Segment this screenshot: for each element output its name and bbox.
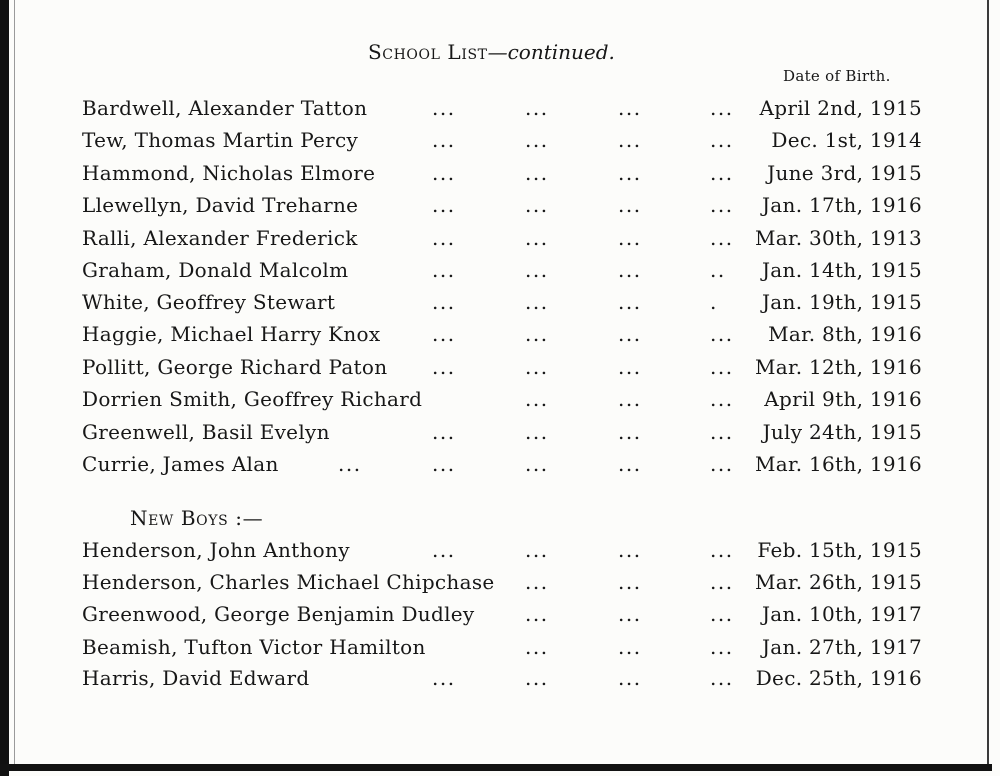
student-row bbox=[0, 160, 1000, 186]
dot-leader: ... bbox=[525, 387, 549, 411]
dot-leader: ... bbox=[710, 161, 734, 185]
date-of-birth: Mar. 8th, 1916 bbox=[768, 322, 922, 346]
student-row bbox=[0, 95, 1000, 121]
date-of-birth: Mar. 12th, 1916 bbox=[755, 355, 922, 379]
student-name: Harris, David Edward bbox=[82, 666, 310, 690]
student-row bbox=[0, 601, 1000, 627]
date-of-birth: Dec. 25th, 1916 bbox=[755, 666, 922, 690]
dot-leader: ... bbox=[618, 290, 642, 314]
dot-leader: ... bbox=[525, 258, 549, 282]
date-of-birth: Feb. 15th, 1915 bbox=[757, 538, 922, 562]
dot-leader: . bbox=[710, 290, 718, 314]
page-title bbox=[368, 39, 615, 65]
dot-leader: ... bbox=[525, 635, 549, 659]
student-row bbox=[0, 321, 1000, 347]
student-row bbox=[0, 127, 1000, 153]
student-name: Henderson, John Anthony bbox=[82, 538, 350, 562]
dot-leader: ... bbox=[525, 355, 549, 379]
student-row bbox=[0, 537, 1000, 563]
dot-leader: ... bbox=[710, 452, 734, 476]
dot-leader: ... bbox=[432, 452, 456, 476]
dot-leader: ... bbox=[710, 387, 734, 411]
dot-leader: ... bbox=[710, 193, 734, 217]
date-of-birth: Mar. 16th, 1916 bbox=[755, 452, 922, 476]
date-of-birth: Jan. 14th, 1915 bbox=[761, 258, 922, 282]
dot-leader: ... bbox=[432, 538, 456, 562]
dot-leader: ... bbox=[618, 452, 642, 476]
title-main: School List bbox=[368, 40, 488, 64]
dot-leader: ... bbox=[525, 322, 549, 346]
dot-leader: ... bbox=[710, 96, 734, 120]
title-suffix: —continued. bbox=[487, 40, 615, 64]
student-name: Beamish, Tufton Victor Hamilton bbox=[82, 635, 426, 659]
date-of-birth: June 3rd, 1915 bbox=[767, 161, 922, 185]
dot-leader: ... bbox=[525, 96, 549, 120]
date-of-birth: Jan. 10th, 1917 bbox=[761, 602, 922, 626]
student-name: Llewellyn, David Treharne bbox=[82, 193, 359, 217]
dot-leader: ... bbox=[618, 193, 642, 217]
dot-leader: ... bbox=[432, 193, 456, 217]
dot-leader: ... bbox=[525, 161, 549, 185]
student-row bbox=[0, 665, 1000, 691]
student-row bbox=[0, 419, 1000, 445]
dot-leader: ... bbox=[525, 226, 549, 250]
dot-leader: ... bbox=[618, 322, 642, 346]
dot-leader: ... bbox=[710, 570, 734, 594]
student-row bbox=[0, 386, 1000, 412]
dot-leader: ... bbox=[432, 290, 456, 314]
dot-leader: ... bbox=[432, 420, 456, 444]
student-name: Graham, Donald Malcolm bbox=[82, 258, 349, 282]
student-name: Pollitt, George Richard Paton bbox=[82, 355, 388, 379]
student-name: White, Geoffrey Stewart bbox=[82, 290, 336, 314]
dot-leader: ... bbox=[618, 355, 642, 379]
student-row bbox=[0, 569, 1000, 595]
student-name: Dorrien Smith, Geoffrey Richard bbox=[82, 387, 423, 411]
dot-leader: ... bbox=[525, 538, 549, 562]
date-of-birth: Mar. 30th, 1913 bbox=[755, 226, 922, 250]
dot-leader: ... bbox=[618, 538, 642, 562]
dot-leader: ... bbox=[432, 355, 456, 379]
dot-leader: ... bbox=[710, 602, 734, 626]
dot-leader: .. bbox=[710, 258, 726, 282]
date-of-birth-header: Date of Birth. bbox=[783, 67, 891, 85]
date-of-birth: July 24th, 1915 bbox=[762, 420, 922, 444]
dot-leader: ... bbox=[710, 538, 734, 562]
student-name: Tew, Thomas Martin Percy bbox=[82, 128, 359, 152]
dot-leader: ... bbox=[525, 452, 549, 476]
dot-leader: ... bbox=[432, 258, 456, 282]
dot-leader: ... bbox=[525, 570, 549, 594]
dot-leader: ... bbox=[618, 161, 642, 185]
dot-leader: ... bbox=[432, 322, 456, 346]
dot-leader: ... bbox=[710, 355, 734, 379]
student-row bbox=[0, 634, 1000, 660]
date-of-birth: Jan. 27th, 1917 bbox=[761, 635, 922, 659]
date-of-birth: Dec. 1st, 1914 bbox=[771, 128, 922, 152]
dot-leader: ... bbox=[618, 258, 642, 282]
dot-leader: ... bbox=[618, 635, 642, 659]
dot-leader: ... bbox=[618, 226, 642, 250]
dot-leader: ... bbox=[618, 666, 642, 690]
student-name: Hammond, Nicholas Elmore bbox=[82, 161, 376, 185]
dot-leader: ... bbox=[525, 666, 549, 690]
dot-leader: ... bbox=[618, 96, 642, 120]
student-name: Haggie, Michael Harry Knox bbox=[82, 322, 381, 346]
dot-leader: ... bbox=[618, 570, 642, 594]
dot-leader: ... bbox=[432, 226, 456, 250]
dot-leader: ... bbox=[338, 452, 362, 476]
dot-leader: ... bbox=[618, 387, 642, 411]
date-of-birth: April 2nd, 1915 bbox=[759, 96, 922, 120]
date-of-birth: Mar. 26th, 1915 bbox=[755, 570, 922, 594]
dot-leader: ... bbox=[432, 666, 456, 690]
student-name: Henderson, Charles Michael Chipchase bbox=[82, 570, 495, 594]
dot-leader: ... bbox=[710, 128, 734, 152]
dot-leader: ... bbox=[432, 128, 456, 152]
student-row bbox=[0, 225, 1000, 251]
student-name: Currie, James Alan bbox=[82, 452, 279, 476]
new-boys-heading: New Boys :— bbox=[130, 506, 264, 530]
student-row bbox=[0, 354, 1000, 380]
dot-leader: ... bbox=[710, 420, 734, 444]
dot-leader: ... bbox=[432, 96, 456, 120]
student-row bbox=[0, 192, 1000, 218]
dot-leader: ... bbox=[432, 161, 456, 185]
student-name: Bardwell, Alexander Tatton bbox=[82, 96, 368, 120]
dot-leader: ... bbox=[525, 128, 549, 152]
dot-leader: ... bbox=[525, 602, 549, 626]
student-row bbox=[0, 257, 1000, 283]
dot-leader: ... bbox=[710, 226, 734, 250]
student-name: Ralli, Alexander Frederick bbox=[82, 226, 358, 250]
dot-leader: ... bbox=[618, 420, 642, 444]
dot-leader: ... bbox=[525, 420, 549, 444]
dot-leader: ... bbox=[710, 635, 734, 659]
date-of-birth: April 9th, 1916 bbox=[764, 387, 922, 411]
dot-leader: ... bbox=[525, 193, 549, 217]
dot-leader: ... bbox=[710, 666, 734, 690]
dot-leader: ... bbox=[525, 290, 549, 314]
student-row bbox=[0, 451, 1000, 477]
scan-bottom-edge bbox=[0, 764, 992, 771]
date-of-birth: Jan. 19th, 1915 bbox=[761, 290, 922, 314]
student-name: Greenwell, Basil Evelyn bbox=[82, 420, 330, 444]
dot-leader: ... bbox=[618, 128, 642, 152]
date-of-birth: Jan. 17th, 1916 bbox=[761, 193, 922, 217]
dot-leader: ... bbox=[618, 602, 642, 626]
student-row bbox=[0, 289, 1000, 315]
student-name: Greenwood, George Benjamin Dudley bbox=[82, 602, 475, 626]
dot-leader: ... bbox=[710, 322, 734, 346]
